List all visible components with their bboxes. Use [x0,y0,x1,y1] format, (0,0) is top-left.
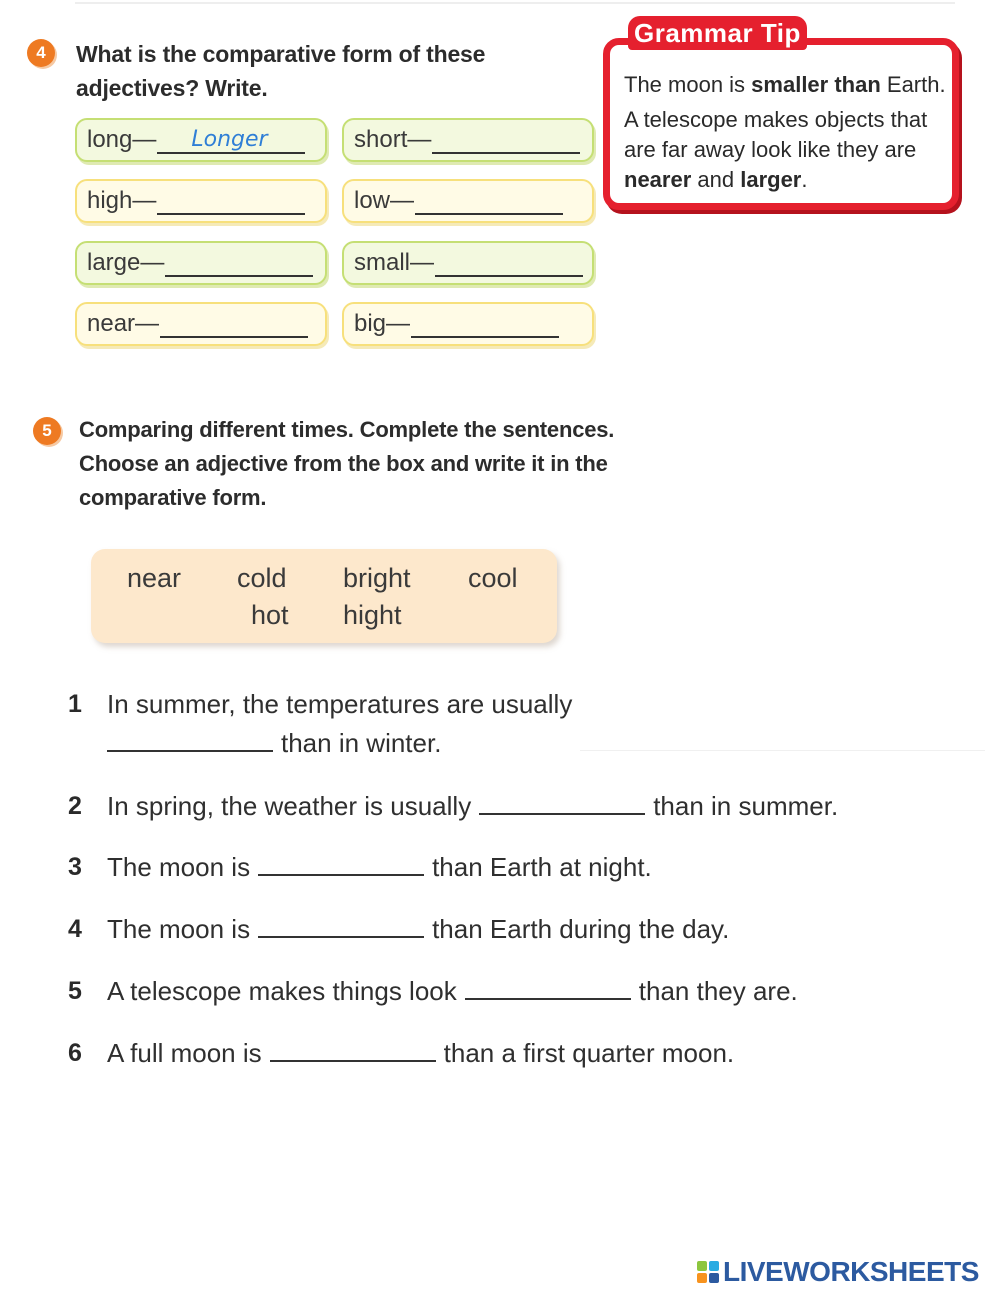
sentence-number: 5 [68,977,82,1005]
sentence-1-blank[interactable] [107,728,273,752]
word-card-big [342,302,594,346]
answer-input-high[interactable] [157,187,305,215]
word-box-item: hight [343,600,402,630]
word-box-item: hot [251,600,289,630]
liveworksheets-logo[interactable] [697,1256,979,1288]
exercise-5-title-line2: Choose an adjective from the box and write it in the [79,451,608,476]
answer-input-big[interactable] [411,310,559,338]
sentence-5-text: A telescope makes things look than they are. [107,976,798,1006]
sentence-number: 3 [68,853,82,881]
answer-input-long[interactable] [157,126,305,154]
card-word: small— [354,249,435,276]
word-card-high [75,179,327,223]
answer-input-low[interactable] [415,187,563,215]
sentence-4-text: The moon is than Earth during the day. [107,914,730,944]
word-card-small [342,241,594,285]
sentence-6-blank[interactable] [270,1038,436,1062]
exercise-5-title [79,413,614,515]
logo-text: LIVEWORKSHEETS [723,1256,979,1287]
card-word: long— [87,126,157,153]
sentence-3-blank[interactable] [258,852,424,876]
top-divider [75,2,955,4]
exercise-5-title-line1: Comparing different times. Complete the sentences. [79,417,615,442]
sentence-3-text: The moon is than Earth at night. [107,852,652,882]
exercise-4-number-badge: 4 [27,39,55,67]
sentence-4-blank[interactable] [258,914,424,938]
card-word: big— [354,310,411,337]
word-card-near [75,302,327,346]
tip-line-4: nearer and larger. [624,167,808,192]
word-card-short [342,118,594,162]
answer-input-near[interactable] [160,310,308,338]
exercise-4-title [76,37,485,105]
word-card-low [342,179,594,223]
word-card-long [75,118,327,162]
sentence-2-text: In spring, the weather is usually than in summer. [107,791,839,821]
word-box-item: bright [343,563,411,593]
sentence-number: 4 [68,915,82,943]
sentence-number: 6 [68,1039,82,1067]
word-card-large [75,241,327,285]
exercise-4-title-line1: What is the comparative form of these [76,41,486,67]
answer-input-large[interactable] [165,249,313,277]
answer-input-small[interactable] [435,249,583,277]
answer-text: Longer [191,127,268,152]
sentence-2-blank[interactable] [479,791,645,815]
exercise-5-title-line3: comparative form. [79,485,267,510]
sentence-number: 2 [68,792,82,820]
faint-divider [580,750,985,751]
grammar-tip-text [624,70,949,195]
card-word: high— [87,187,157,214]
tip-line-3: are far away look like they are [624,137,917,162]
tip-line-1: The moon is smaller than Earth. [624,72,946,97]
sentence-1-text: In summer, the temperatures are usually [107,689,573,719]
sentence-1-line2: than in winter. [107,728,441,759]
word-box-item: near [127,563,182,593]
answer-input-short[interactable] [432,126,580,154]
card-word: low— [354,187,415,214]
logo-grid-icon [697,1261,719,1283]
card-word: large— [87,249,165,276]
word-box-item: cool [468,563,518,593]
sentence-6-text: A full moon is than a first quarter moon. [107,1038,735,1068]
exercise-4-title-line2: adjectives? Write. [76,75,268,101]
sentence-5-blank[interactable] [465,976,631,1000]
tip-line-2: A telescope makes objects that [624,107,928,132]
card-word: near— [87,310,160,337]
card-word: short— [354,126,432,153]
exercise-5-number-badge: 5 [33,417,61,445]
grammar-tip-label: Grammar Tip [628,16,807,50]
sentence-number: 1 [68,690,82,718]
word-box-item: cold [237,563,287,593]
